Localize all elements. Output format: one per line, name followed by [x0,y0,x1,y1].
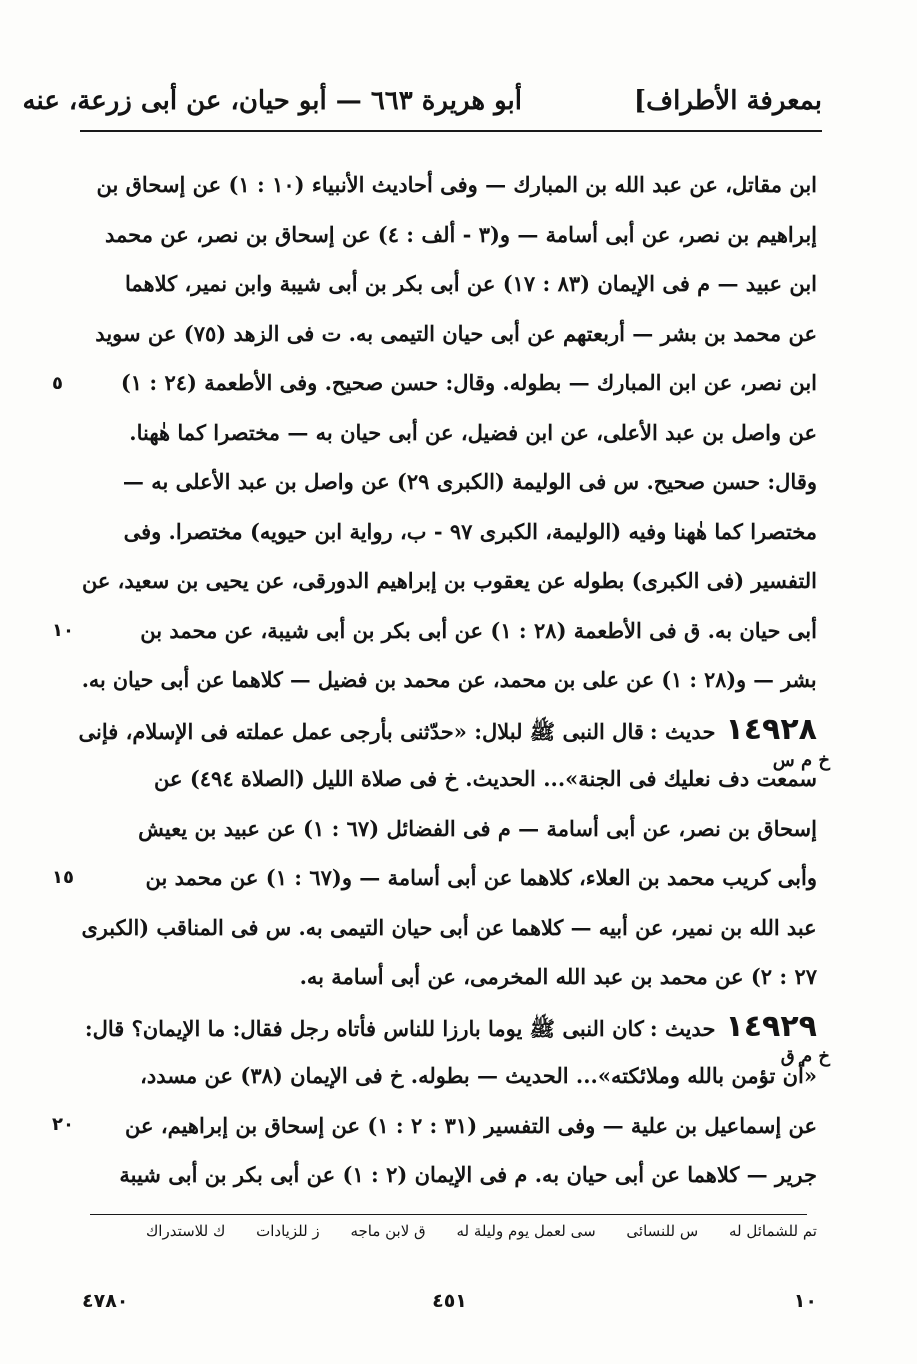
hadith-heading [82,1002,817,1052]
cumulative-page-number: ٤٧٨٠ [82,1290,129,1312]
footnote-item: ق لابن ماجه [350,1222,426,1240]
footnote-item: تم للشمائل له [728,1222,817,1240]
text-line: سمعت دف نعليك فى الجنة»... الحديث. خ فى صلاة الليل (الصلاة ٤٩٤) عن [154,766,817,791]
footnote-key [90,1222,817,1240]
text-line: عن واصل بن عبد الأعلى، عن ابن فضيل، عن أبى حيان به — مختصرا كما هٰهنا. [129,419,817,445]
header-book-title: بمعرفة الأطراف] [633,86,822,116]
line-number-5: ٥ [52,373,63,394]
text-line: عن إسماعيل بن علية — وفى التفسير (٣١ : ٢ : ١) عن إسحاق بن إبراهيم، عن [125,1112,817,1138]
line-number-20: ٢٠ [52,1114,74,1135]
hadith-number: ١٤٩٢٨ [725,711,817,747]
page-number: ٤٥١ [432,1290,467,1312]
header-rule [80,130,822,132]
text-line: ٢٧ : ٢) عن محمد بن عبد الله المخرمى، عن أبى أسامة به. [299,964,817,989]
text-line: أبى حيان به. ق فى الأطعمة (٢٨ : ١) عن أبى بكر بن أبى شيبة، عن محمد بن [140,617,817,643]
page-footer [82,1290,817,1322]
text-line: إبراهيم بن نصر، عن أبى أسامة — و(٣ - ألف : ٤) عن إسحاق بن نصر، عن محمد [104,221,817,247]
text-line: مختصرا كما هٰهنا وفيه (الوليمة، الكبرى ٩٧ - ب، رواية ابن حيويه) مختصرا. وفى [123,518,817,544]
text-line: عبد الله بن نمير، عن أبيه — كلاهما عن أبى حيان التيمى به. س فى المناقب (الكبرى [82,914,817,940]
hadith-keyword: حديث : [649,1015,716,1041]
hadith-sigla: خ م ق [780,1046,830,1067]
text-line: ابن مقاتل، عن عبد الله بن المبارك — وفى أحاديث الأنبياء (١٠ : ١) عن إسحاق بن [96,172,817,197]
text-line: ابن عبيد — م فى الإيمان (٨٣ : ١٧) عن أبى بكر بن أبى شيبة وابن نمير، كلاهما [125,271,817,296]
running-header [22,82,822,124]
footnote-item: س للنسائى [626,1222,699,1240]
footnote-item: ز للزيادات [256,1222,320,1240]
text-line: إسحاق بن نصر، عن أبى أسامة — م فى الفضائل (٦٧ : ١) عن عبيد بن يعيش [138,815,817,841]
text-line: عن محمد بن بشر — أربعتهم عن أبى حيان التيمى به. ت فى الزهد (٧٥) عن سويد [95,320,817,346]
line-number-10: ١٠ [52,620,74,641]
text-line: جرير — كلاهما عن أبى حيان به. م فى الإيمان (٢ : ١) عن أبى بكر بن أبى شيبة [119,1162,817,1187]
text-line: ابن نصر، عن ابن المبارك — بطوله. وقال: حسن صحيح. وفى الأطعمة (٢٤ : ١) [120,370,817,395]
text-line: بشر — و(٢٨ : ١) عن على بن محمد، عن محمد بن فضيل — كلاهما عن أبى حيان به. [82,667,817,692]
hadith-sigla: خ م س [772,750,830,771]
header-chain: أبو هريرة ٦٦٣ — أبو حيان، عن أبى زرعة، عنه [22,86,522,116]
footnote-item: سى لعمل يوم وليلة له [456,1222,596,1240]
text-line: «أن تؤمن بالله وملائكته»... الحديث — بطوله. خ فى الإيمان (٣٨) عن مسدد، [140,1063,817,1088]
hadith-text: كان النبى ﷺ يوما بارزا للناس فأتاه رجل فقال: ما الإيمان؟ قال: [84,1015,644,1041]
text-line: وقال: حسن صحيح. س فى الوليمة (الكبرى ٢٩) عن واصل بن عبد الأعلى به — [122,469,817,494]
footnote-item: ك للاستدراك [145,1222,226,1240]
footnote-rule [90,1214,807,1215]
text-line: وأبى كريب محمد بن العلاء، كلاهما عن أبى أسامة — و(٦٧ : ١) عن محمد بن [145,865,817,890]
hadith-number: ١٤٩٢٩ [725,1008,817,1044]
line-number-15: ١٥ [52,867,74,888]
hadith-keyword: حديث : [649,718,716,744]
text-body [78,160,817,1200]
text-line: التفسير (فى الكبرى) بطوله عن يعقوب بن إبراهيم الدورقى، عن يحيى بن سعيد، عن [82,568,817,593]
hadith-text: قال النبى ﷺ لبلال: «حدّثنى بأرجى عمل عملته فى الإسلام، فإنى [78,718,644,744]
volume-number: ١٠ [793,1290,817,1312]
hadith-heading [78,705,817,755]
